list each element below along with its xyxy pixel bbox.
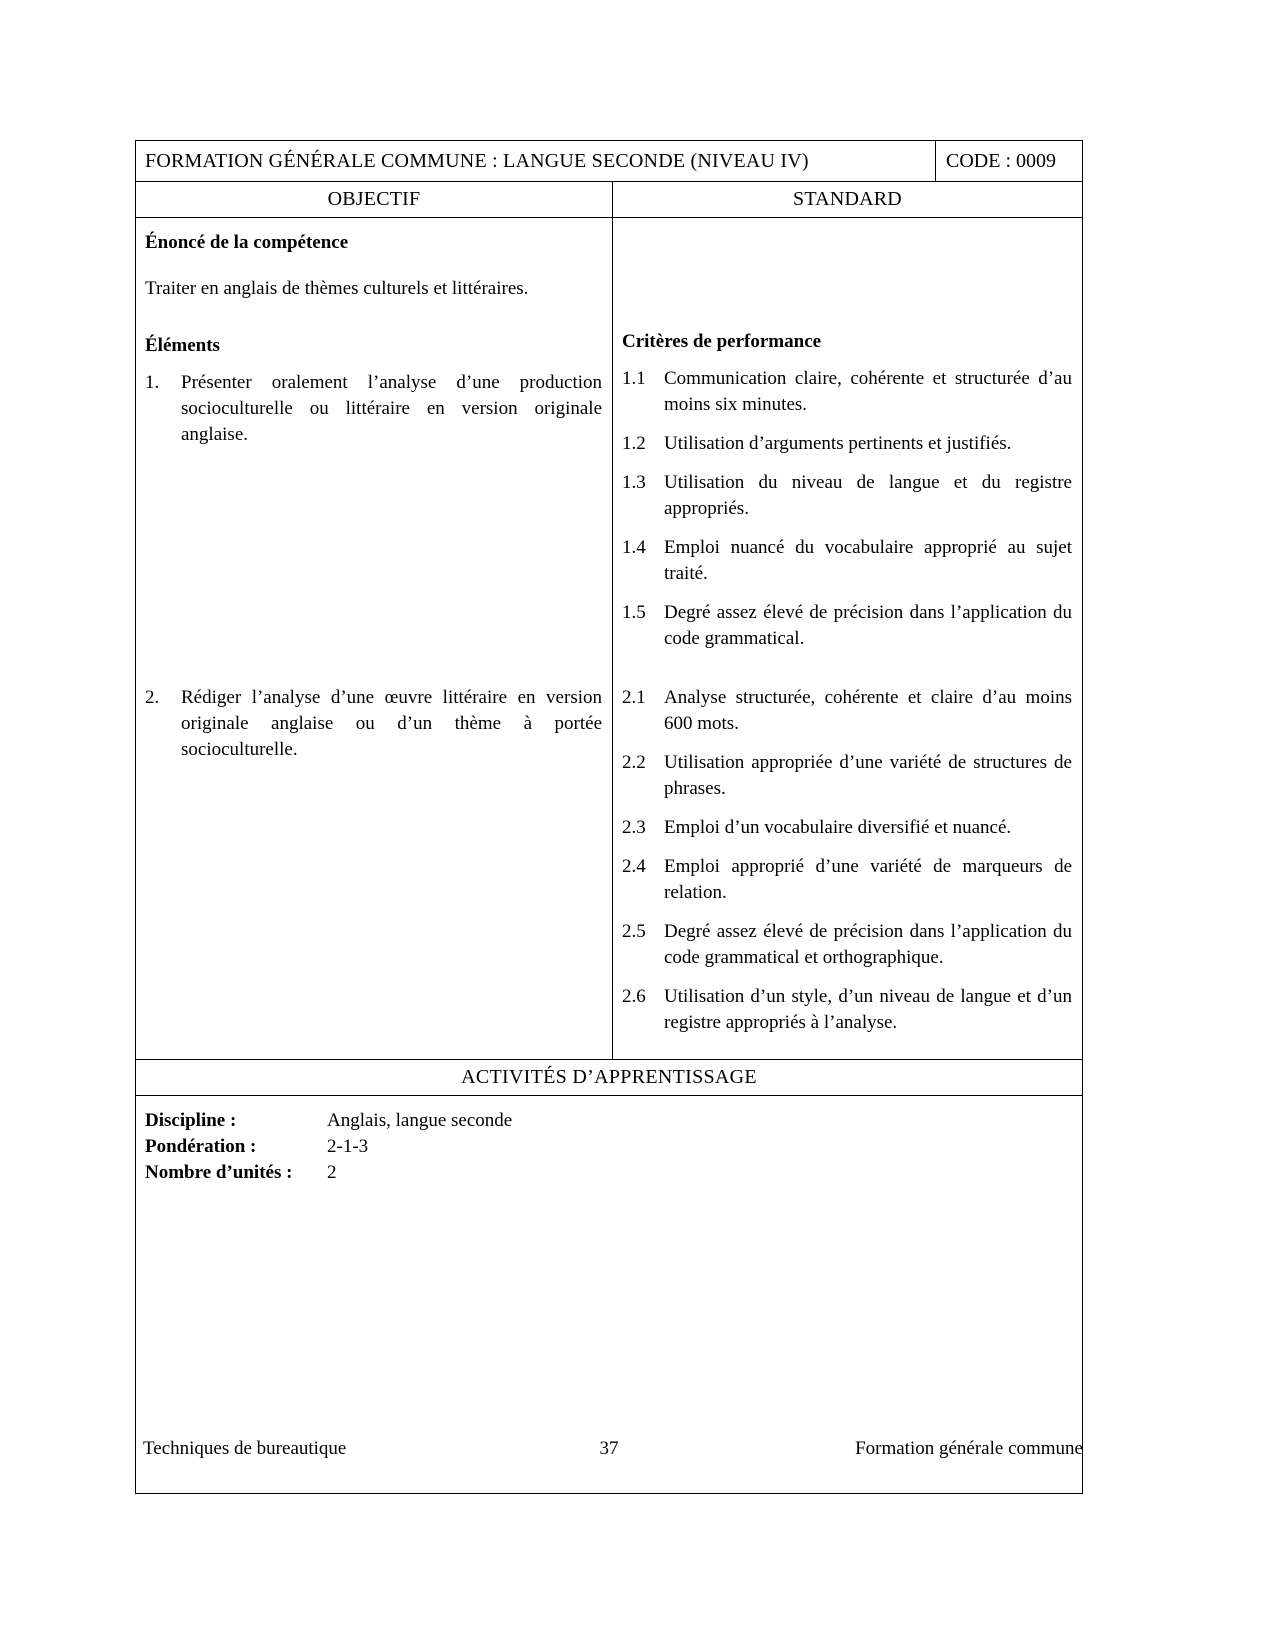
column-header-objectif: OBJECTIF [327, 188, 421, 210]
activites-info-label: Nombre d’unités : [145, 1162, 293, 1183]
criterion-text: Utilisation d’un style, d’un niveau de langue et d’un registre appropriés à l’analyse. [664, 986, 1072, 1033]
activites-info-value: Anglais, langue seconde [327, 1110, 513, 1131]
enonce-text: Traiter en anglais de thèmes culturels et littéraires. [145, 278, 529, 299]
criteres-heading: Critères de performance [622, 331, 822, 352]
criterion-number: 2.6 [622, 986, 646, 1007]
criterion-number: 2.2 [622, 752, 646, 773]
criterion-text: Utilisation appropriée d’une variété de structures de phrases. [664, 752, 1072, 799]
criterion-number: 1.4 [622, 537, 646, 558]
program-table [135, 140, 1083, 1494]
criterion-item [622, 600, 1072, 652]
element-item [145, 370, 602, 448]
standard-cell-bottom [612, 675, 1082, 1059]
element-item [145, 685, 602, 763]
criterion-number: 2.1 [622, 687, 646, 708]
criterion-item [622, 815, 1072, 841]
criterion-item [622, 854, 1072, 906]
activites-info-cell [136, 1095, 1082, 1493]
document-code: CODE : 0009 [935, 141, 1082, 181]
elements-heading: Éléments [145, 335, 220, 356]
criterion-item [622, 685, 1072, 737]
criterion-item [622, 470, 1072, 522]
criterion-number: 2.3 [622, 817, 646, 838]
activites-info-label: Pondération : [145, 1136, 257, 1157]
footer-page-number: 37 [599, 1438, 619, 1459]
standard-cell-top [612, 218, 1082, 675]
activites-info-value: 2-1-3 [327, 1136, 369, 1157]
criterion-text: Utilisation d’arguments pertinents et justifiés. [664, 433, 1012, 454]
criterion-number: 2.5 [622, 921, 646, 942]
criterion-item [622, 366, 1072, 418]
criterion-text: Communication claire, cohérente et structurée d’au moins six minutes. [664, 368, 1072, 415]
criterion-text: Emploi approprié d’une variété de marqueurs de relation. [664, 856, 1072, 903]
elements-list-2 [145, 685, 602, 763]
criterion-text: Degré assez élevé de précision dans l’application du code grammatical. [664, 602, 1072, 649]
objectif-cell-top [136, 218, 612, 675]
criterion-item [622, 431, 1072, 457]
activites-info-value: 2 [327, 1162, 337, 1183]
criterion-text: Utilisation du niveau de langue et du registre appropriés. [664, 472, 1072, 519]
criterion-item [622, 984, 1072, 1036]
criterion-number: 1.1 [622, 368, 646, 389]
enonce-heading: Énoncé de la compétence [145, 232, 349, 253]
criterion-number: 2.4 [622, 856, 646, 877]
criterion-number: 1.2 [622, 433, 646, 454]
criterion-text: Emploi d’un vocabulaire diversifié et nuancé. [664, 817, 1012, 838]
objectif-cell-bottom [136, 675, 612, 1059]
table-header-row [136, 141, 1082, 181]
element-number: 1. [145, 372, 160, 393]
activites-info-line [145, 1108, 1072, 1134]
activites-info-line [145, 1160, 1072, 1186]
criterion-text: Emploi nuancé du vocabulaire approprié au sujet traité. [664, 537, 1072, 584]
criterion-item [622, 750, 1072, 802]
criterion-number: 1.5 [622, 602, 646, 623]
element-text: Présenter oralement l’analyse d’une production socioculturelle ou littéraire en version originale anglaise. [181, 372, 602, 445]
elements-list-1 [145, 370, 602, 448]
activites-info-label: Discipline : [145, 1110, 237, 1131]
criterion-number: 1.3 [622, 472, 646, 493]
criterion-item [622, 919, 1072, 971]
footer-left-text: Techniques de bureautique [143, 1438, 347, 1459]
criterion-item [622, 535, 1072, 587]
element-text: Rédiger l’analyse d’une œuvre littéraire en version originale anglaise ou d’un thème à portée socioculturelle. [181, 687, 602, 760]
element-number: 2. [145, 687, 160, 708]
footer-right-text: Formation générale commune [855, 1438, 1083, 1459]
criteria-list-1 [622, 366, 1072, 652]
criteria-list-2 [622, 685, 1072, 1036]
document-title: FORMATION GÉNÉRALE COMMUNE : LANGUE SECONDE (NIVEAU IV) [145, 150, 809, 172]
table-body [136, 217, 1082, 1059]
activites-heading: ACTIVITÉS D’APPRENTISSAGE [136, 1059, 1082, 1095]
page-footer [135, 1436, 1083, 1462]
column-header-row [136, 181, 1082, 217]
activites-info-line [145, 1134, 1072, 1160]
column-header-standard: STANDARD [612, 182, 1082, 217]
criterion-text: Analyse structurée, cohérente et claire d’au moins 600 mots. [664, 687, 1072, 734]
criterion-text: Degré assez élevé de précision dans l’application du code grammatical et orthographique. [664, 921, 1072, 968]
